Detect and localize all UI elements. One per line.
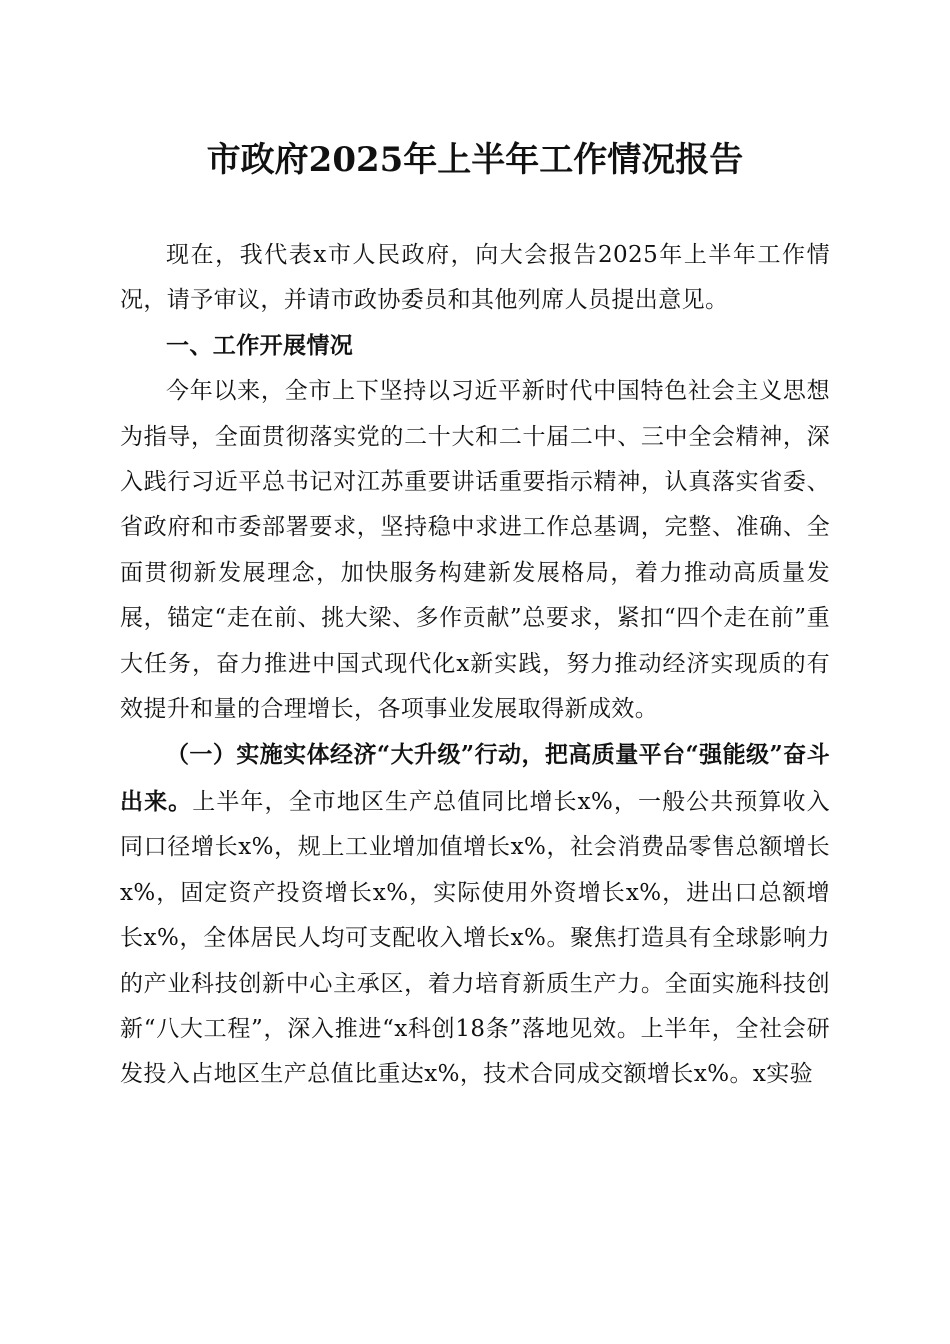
item-lead: （一）实施实体经济“大升级”行动，把高质量平台“强能级”奋斗出来。 xyxy=(120,741,830,815)
item-paragraph xyxy=(120,732,830,1097)
document-body xyxy=(120,233,830,1098)
intro-paragraph: 现在，我代表x市人民政府，向大会报告2025年上半年工作情况，请予审议，并请市政协委员和其他列席人员提出意见。 xyxy=(120,242,830,314)
document-title: 市政府2025年上半年工作情况报告 xyxy=(206,140,744,180)
section-heading: 一、工作开展情况 xyxy=(166,332,354,359)
item-body: 上半年，全市地区生产总值同比增长x%，一般公共预算收入同口径增长x%，规上工业增加值增长x%，社会消费品零售总额增长x%，固定资产投资增长x%，实际使用外资增长x%，进出口总额增长x%，全体居民人均可支配收入增长x%。聚焦打造具有全球影响力的产业科技创新中心主承区，着力培育新质生产力。全面实施科技创新“八大工程”，深入推进“x科创18条”落地见效。上半年，全社会研发投入占地区生产总值比重达x%，技术合同成交额增长x%。x实验 xyxy=(120,788,830,1088)
section-paragraph: 今年以来，全市上下坚持以习近平新时代中国特色社会主义思想为指导，全面贯彻落实党的二十大和二十届二中、三中全会精神，深入践行习近平总书记对江苏重要讲话重要指示精神，认真落实省委、省政府和市委部署要求，坚持稳中求进工作总基调，完整、准确、全面贯彻新发展理念，加快服务构建新发展格局，着力推动高质量发展，锚定“走在前、挑大梁、多作贡献”总要求，紧扣“四个走在前”重大任务，奋力推进中国式现代化x新实践，努力推动经济实现质的有效提升和量的合理增长，各项事业发展取得新成效。 xyxy=(120,378,830,723)
